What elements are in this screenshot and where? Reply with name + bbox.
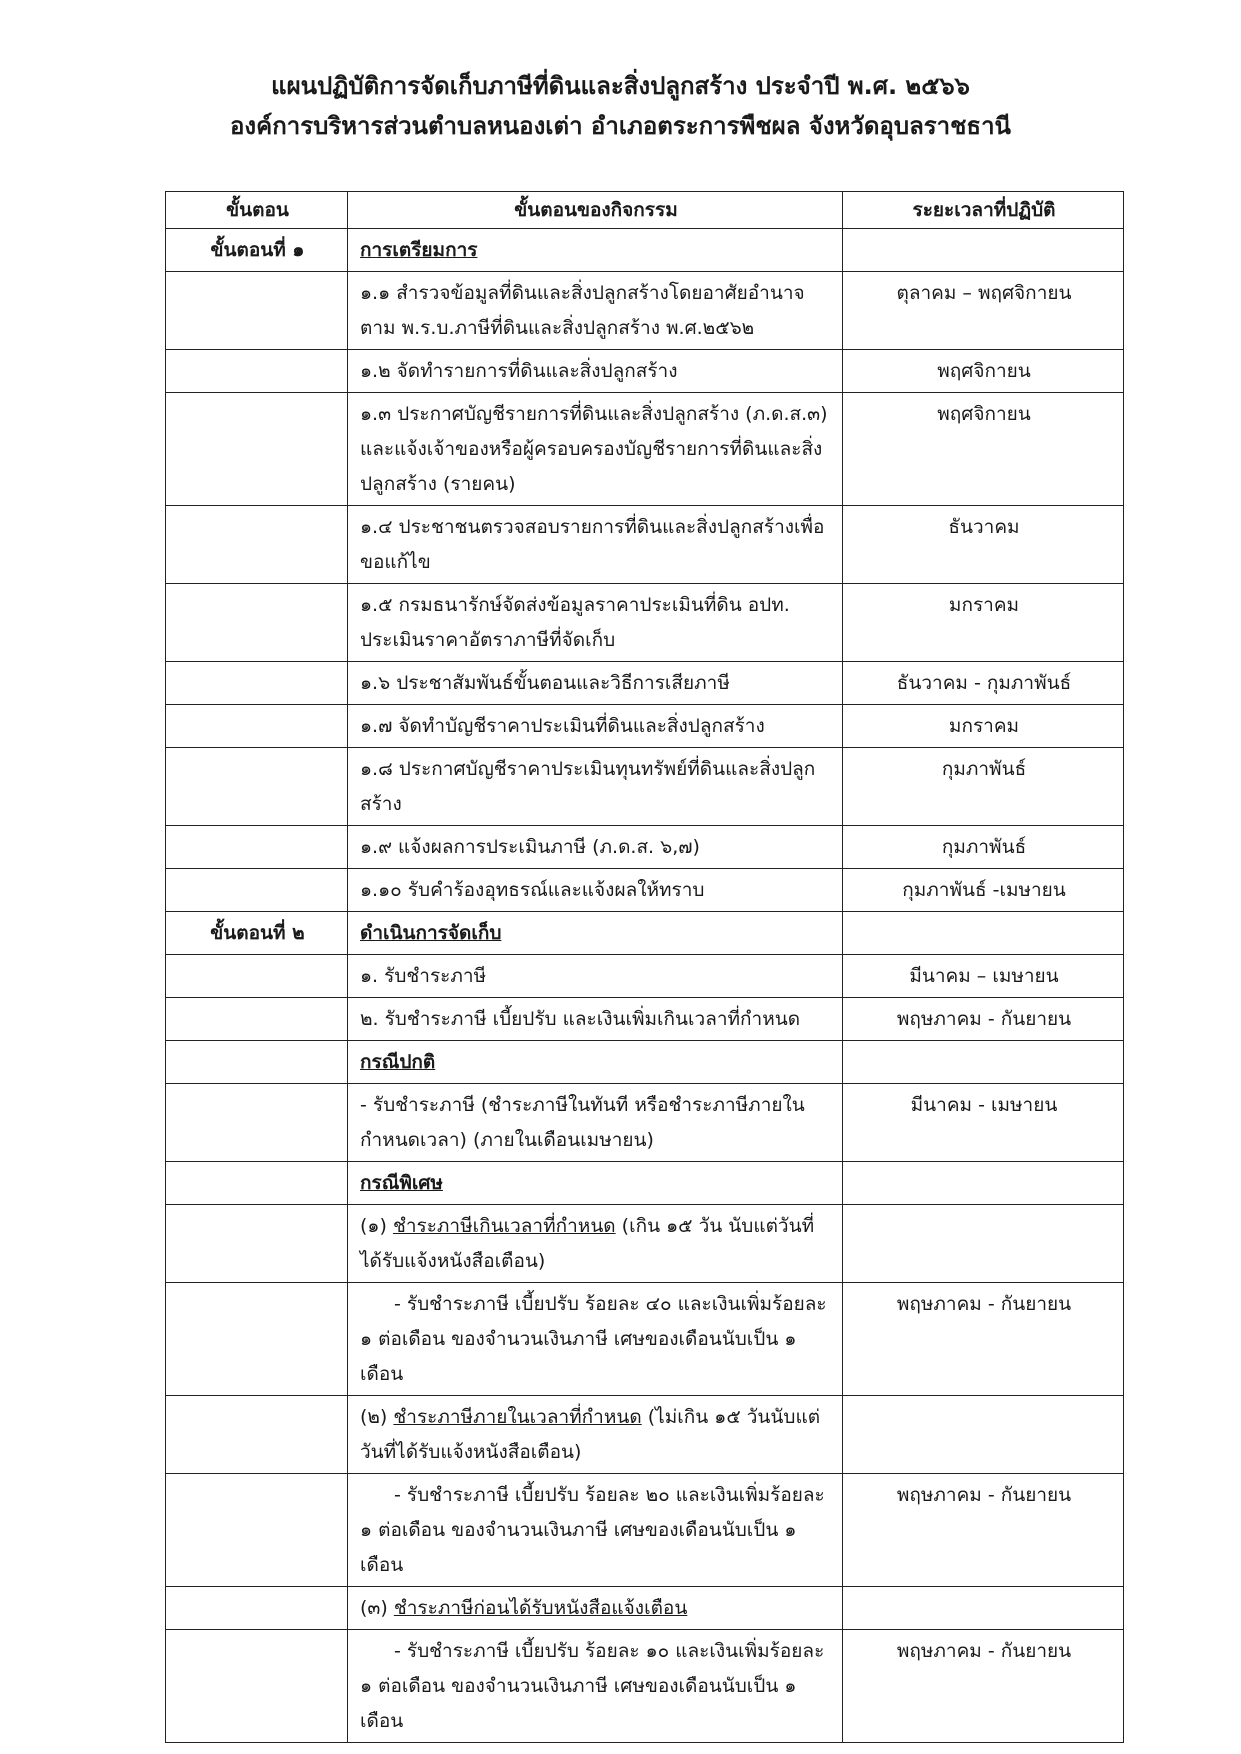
step-cell	[166, 955, 348, 998]
activity-cell: ๑.๗ จัดทำบัญชีราคาประเมินที่ดินและสิ่งปลูกสร้าง	[348, 705, 843, 748]
table-row	[166, 912, 1124, 955]
period-cell	[843, 1162, 1124, 1205]
section-title: การเตรียมการ	[360, 239, 478, 261]
period-cell: พฤศจิกายน	[843, 393, 1124, 506]
case-subheading	[348, 1587, 843, 1630]
period-cell: กุมภาพันธ์	[843, 826, 1124, 869]
case-title: ชำระภาษีเกินเวลาที่กำหนด	[392, 1215, 616, 1237]
step-cell	[166, 584, 348, 662]
step-cell	[166, 748, 348, 826]
table-row	[166, 350, 1124, 393]
activity-cell: ๑.๑๐ รับคำร้องอุทธรณ์และแจ้งผลให้ทราบ	[348, 869, 843, 912]
period-cell: กุมภาพันธ์	[843, 748, 1124, 826]
header-period: ระยะเวลาที่ปฏิบัติ	[843, 192, 1124, 229]
activity-cell: ๑.๓ ประกาศบัญชีรายการที่ดินและสิ่งปลูกสร้าง (ภ.ด.ส.๓) และแจ้งเจ้าของหรือผู้ครอบครองบัญชีรายการที่ดินและสิ่งปลูกสร้าง (รายคน)	[348, 393, 843, 506]
case-detail: (เกิน ๑๕ วัน นับแต่วันที่ได้รับแจ้งหนังสือเตือน)	[360, 1215, 815, 1272]
table-row	[166, 826, 1124, 869]
step-cell	[166, 869, 348, 912]
step-cell	[166, 1587, 348, 1630]
activity-text: - รับชำระภาษี เบี้ยปรับ ร้อยละ ๒๐ และเงินเพิ่มร้อยละ ๑ ต่อเดือน ของจำนวนเงินภาษี เศษของเดือนนับเป็น ๑ เดือน	[360, 1484, 825, 1576]
header-activity: ขั้นตอนของกิจกรรม	[348, 192, 843, 229]
case-subheading	[348, 1205, 843, 1283]
activity-text: - รับชำระภาษี เบี้ยปรับ ร้อยละ ๔๐ และเงินเพิ่มร้อยละ ๑ ต่อเดือน ของจำนวนเงินภาษี เศษของเดือนนับเป็น ๑ เดือน	[360, 1293, 827, 1385]
table-row	[166, 272, 1124, 350]
case-number: (๒)	[360, 1406, 394, 1428]
case-heading	[348, 1162, 843, 1205]
table-row	[166, 1630, 1124, 1743]
title-line-1: แผนปฏิบัติการจัดเก็บภาษีที่ดินและสิ่งปลูกสร้าง ประจำปี พ.ศ. ๒๕๖๖	[271, 72, 970, 100]
activity-cell: ๑.๙ แจ้งผลการประเมินภาษี (ภ.ด.ส. ๖,๗)	[348, 826, 843, 869]
document-title	[0, 66, 1241, 146]
table-row	[166, 229, 1124, 272]
period-cell	[843, 912, 1124, 955]
activity-text: - รับชำระภาษี เบี้ยปรับ ร้อยละ ๑๐ และเงินเพิ่มร้อยละ ๑ ต่อเดือน ของจำนวนเงินภาษี เศษของเดือนนับเป็น ๑ เดือน	[360, 1640, 825, 1732]
period-cell: ธันวาคม - กุมภาพันธ์	[843, 662, 1124, 705]
step-cell	[166, 1474, 348, 1587]
period-cell: มกราคม	[843, 705, 1124, 748]
table-row	[166, 748, 1124, 826]
table-row	[166, 1162, 1124, 1205]
table-row	[166, 506, 1124, 584]
step-label: ขั้นตอนที่ ๒	[166, 912, 348, 955]
period-cell	[843, 1396, 1124, 1474]
table-row	[166, 869, 1124, 912]
normal-case-title: กรณีปกติ	[360, 1051, 436, 1073]
activity-cell	[348, 1630, 843, 1743]
period-cell: มีนาคม - เมษายน	[843, 1084, 1124, 1162]
period-cell: มีนาคม – เมษายน	[843, 955, 1124, 998]
table-row	[166, 705, 1124, 748]
case-subheading	[348, 1396, 843, 1474]
step-cell	[166, 1283, 348, 1396]
activity-cell: ๑. รับชำระภาษี	[348, 955, 843, 998]
section-title: ดำเนินการจัดเก็บ	[360, 922, 502, 944]
activity-cell: ๑.๑ สำรวจข้อมูลที่ดินและสิ่งปลูกสร้างโดยอาศัยอำนาจตาม พ.ร.บ.ภาษีที่ดินและสิ่งปลูกสร้าง พ.ศ.๒๕๖๒	[348, 272, 843, 350]
period-cell: ตุลาคม – พฤศจิกายน	[843, 272, 1124, 350]
step-cell	[166, 1630, 348, 1743]
tax-plan-table	[165, 191, 1124, 1743]
step-cell	[166, 705, 348, 748]
table-row	[166, 662, 1124, 705]
table-row	[166, 1084, 1124, 1162]
table-header-row	[166, 192, 1124, 229]
period-cell: กุมภาพันธ์ -เมษายน	[843, 869, 1124, 912]
step-cell	[166, 1205, 348, 1283]
section-heading	[348, 912, 843, 955]
table-row	[166, 1041, 1124, 1084]
activity-cell: ๒. รับชำระภาษี เบี้ยปรับ และเงินเพิ่มเกินเวลาที่กำหนด	[348, 998, 843, 1041]
period-cell	[843, 229, 1124, 272]
period-cell: ธันวาคม	[843, 506, 1124, 584]
step-cell	[166, 272, 348, 350]
table-row	[166, 1283, 1124, 1396]
activity-cell: ๑.๒ จัดทำรายการที่ดินและสิ่งปลูกสร้าง	[348, 350, 843, 393]
activity-cell: ๑.๘ ประกาศบัญชีราคาประเมินทุนทรัพย์ที่ดินและสิ่งปลูกสร้าง	[348, 748, 843, 826]
table-row	[166, 584, 1124, 662]
activity-cell	[348, 1474, 843, 1587]
step-cell	[166, 1084, 348, 1162]
period-cell	[843, 1587, 1124, 1630]
table-row	[166, 1474, 1124, 1587]
step-cell	[166, 1041, 348, 1084]
activity-cell: ๑.๕ กรมธนารักษ์จัดส่งข้อมูลราคาประเมินที่ดิน อปท. ประเมินราคาอัตราภาษีที่จัดเก็บ	[348, 584, 843, 662]
table-row	[166, 1205, 1124, 1283]
step-cell	[166, 1162, 348, 1205]
section-heading	[348, 229, 843, 272]
case-heading	[348, 1041, 843, 1084]
table-row	[166, 955, 1124, 998]
activity-cell: - รับชำระภาษี (ชำระภาษีในทันที หรือชำระภาษีภายในกำหนดเวลา) (ภายในเดือนเมษายน)	[348, 1084, 843, 1162]
case-title: ชำระภาษีภายในเวลาที่กำหนด	[393, 1406, 642, 1428]
step-cell	[166, 506, 348, 584]
header-step: ขั้นตอน	[166, 192, 348, 229]
activity-cell: ๑.๖ ประชาสัมพันธ์ขั้นตอนและวิธีการเสียภาษี	[348, 662, 843, 705]
title-line-2: องค์การบริหารส่วนตำบลหนองเต่า อำเภอตระการพืชผล จังหวัดอุบลราชธานี	[230, 112, 1011, 140]
table-row	[166, 1587, 1124, 1630]
period-cell	[843, 1205, 1124, 1283]
step-cell	[166, 826, 348, 869]
step-cell	[166, 998, 348, 1041]
step-label: ขั้นตอนที่ ๑	[166, 229, 348, 272]
activity-cell	[348, 1283, 843, 1396]
special-case-title: กรณีพิเศษ	[360, 1172, 443, 1194]
case-number: (๑)	[360, 1215, 393, 1237]
period-cell: พฤษภาคม - กันยายน	[843, 998, 1124, 1041]
step-cell	[166, 350, 348, 393]
period-cell: พฤษภาคม - กันยายน	[843, 1283, 1124, 1396]
period-cell: พฤษภาคม - กันยายน	[843, 1630, 1124, 1743]
period-cell: พฤษภาคม - กันยายน	[843, 1474, 1124, 1587]
table-row	[166, 393, 1124, 506]
table-row	[166, 1396, 1124, 1474]
step-cell	[166, 1396, 348, 1474]
activity-cell: ๑.๔ ประชาชนตรวจสอบรายการที่ดินและสิ่งปลูกสร้างเพื่อขอแก้ไข	[348, 506, 843, 584]
case-detail: (ไม่เกิน ๑๕ วันนับแต่วันที่ได้รับแจ้งหนังสือเตือน)	[360, 1406, 821, 1463]
step-cell	[166, 662, 348, 705]
case-number: (๓)	[360, 1597, 394, 1619]
period-cell: มกราคม	[843, 584, 1124, 662]
period-cell: พฤศจิกายน	[843, 350, 1124, 393]
table-row	[166, 998, 1124, 1041]
period-cell	[843, 1041, 1124, 1084]
case-title: ชำระภาษีก่อนได้รับหนังสือแจ้งเตือน	[393, 1597, 688, 1619]
step-cell	[166, 393, 348, 506]
